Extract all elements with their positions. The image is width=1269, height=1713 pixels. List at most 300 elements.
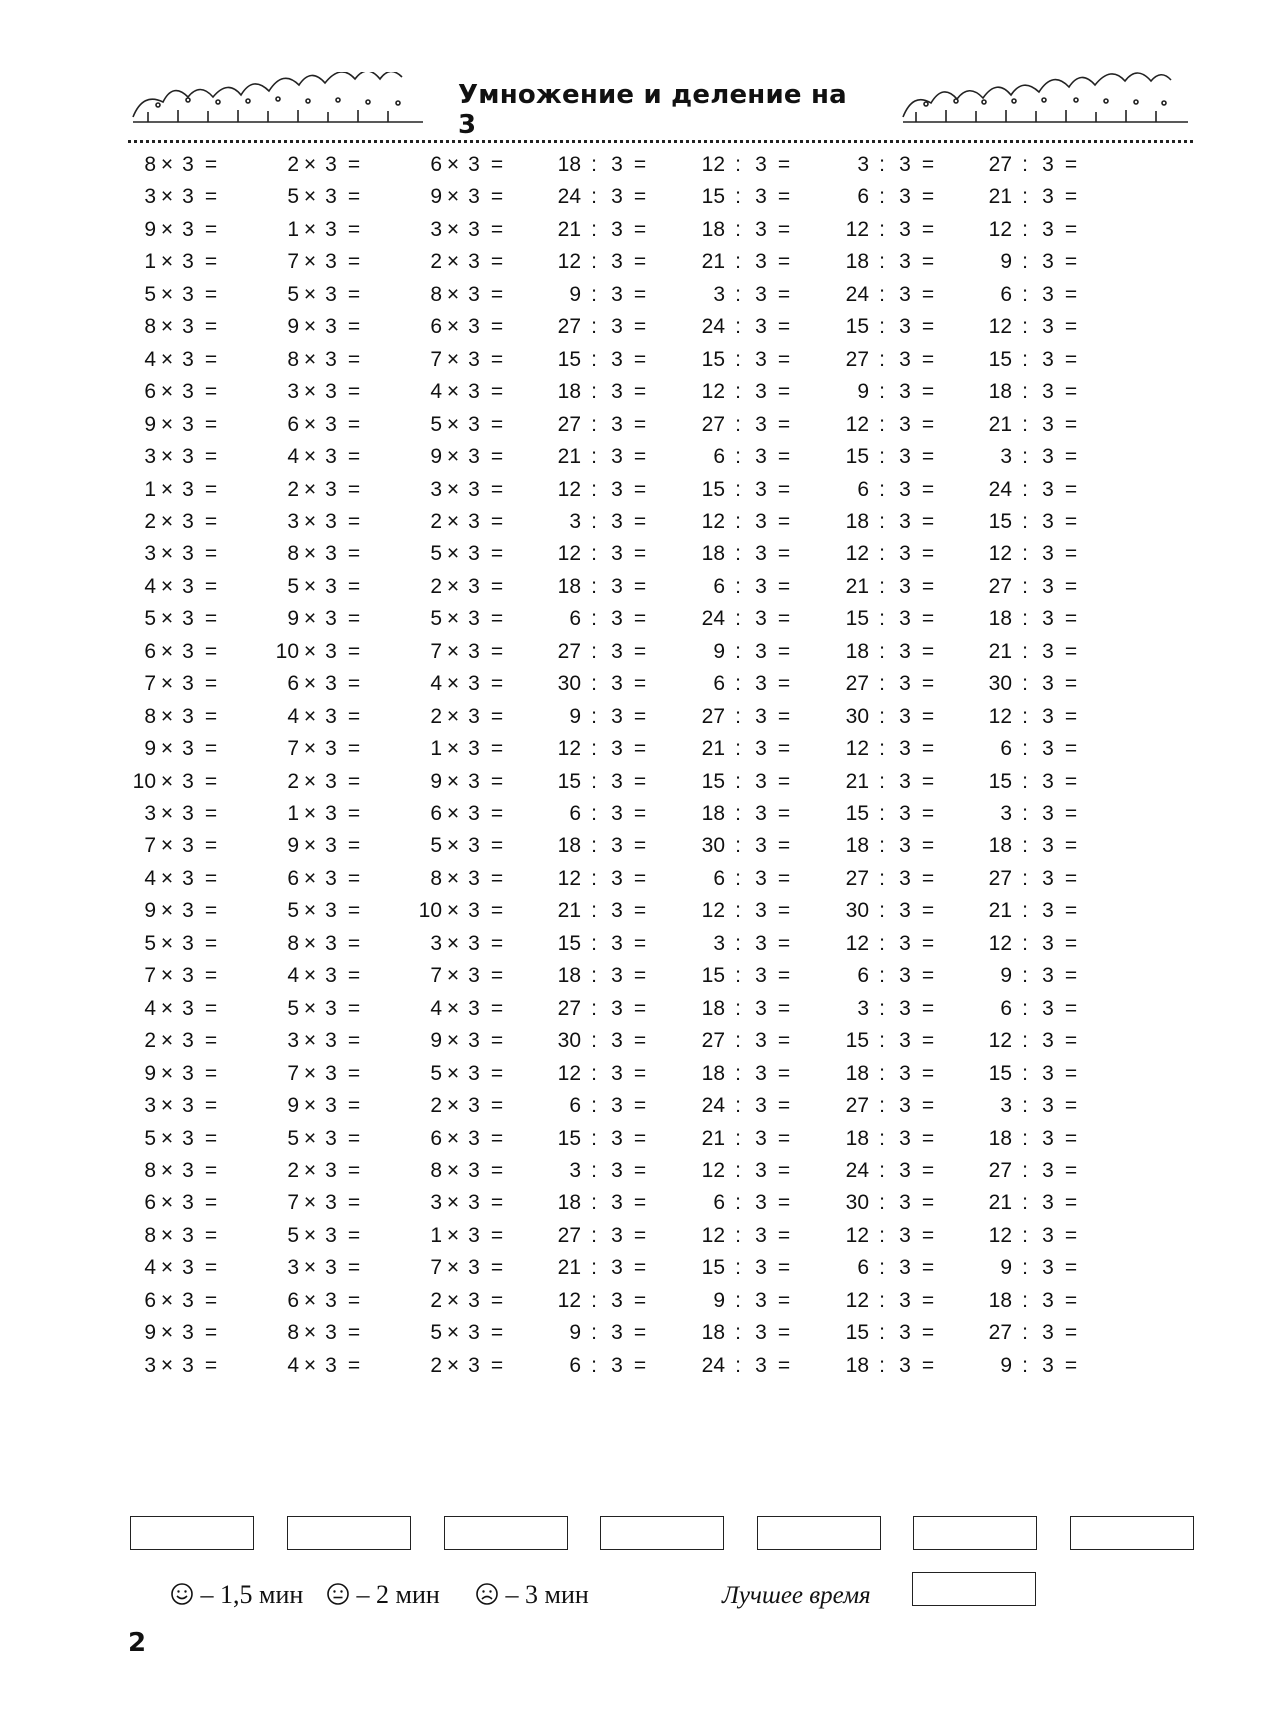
equals-sign: = bbox=[1064, 1256, 1078, 1280]
equals-sign: = bbox=[777, 1191, 791, 1215]
operator: : bbox=[1022, 1158, 1028, 1182]
operator: × bbox=[160, 412, 174, 436]
equals-sign: = bbox=[1064, 217, 1078, 241]
operand-a: 8 bbox=[144, 704, 156, 728]
operand-a: 3 bbox=[430, 931, 442, 955]
operand-a: 8 bbox=[287, 347, 299, 371]
operator: × bbox=[160, 542, 174, 566]
equals-sign: = bbox=[777, 1321, 791, 1345]
operator: × bbox=[303, 412, 317, 436]
operand-a: 24 bbox=[845, 282, 869, 306]
equals-sign: = bbox=[633, 1223, 647, 1247]
equals-sign: = bbox=[204, 1223, 218, 1247]
operator: × bbox=[303, 185, 317, 209]
equals-sign: = bbox=[633, 282, 647, 306]
equals-sign: = bbox=[633, 477, 647, 501]
operand-a: 7 bbox=[287, 1061, 299, 1085]
equals-sign: = bbox=[1064, 704, 1078, 728]
operator: × bbox=[446, 445, 460, 469]
equals-sign: = bbox=[347, 380, 361, 404]
exercise-item bbox=[128, 765, 224, 799]
equals-sign: = bbox=[490, 866, 504, 890]
operand-a: 10 bbox=[275, 639, 299, 663]
operand-b: 3 bbox=[468, 250, 480, 274]
operator: : bbox=[591, 899, 597, 923]
operator: : bbox=[591, 639, 597, 663]
operator: : bbox=[1022, 217, 1028, 241]
equals-sign: = bbox=[204, 996, 218, 1020]
exercise-item bbox=[271, 1089, 367, 1123]
operand-a: 3 bbox=[430, 1191, 442, 1215]
equals-sign: = bbox=[777, 866, 791, 890]
operand-a: 12 bbox=[845, 1223, 869, 1247]
operator: × bbox=[446, 866, 460, 890]
equals-sign: = bbox=[490, 1061, 504, 1085]
exercise-item bbox=[271, 667, 367, 701]
exercise-item bbox=[128, 278, 224, 312]
operand-a: 12 bbox=[557, 250, 581, 274]
operand-a: 3 bbox=[287, 1256, 299, 1280]
operand-a: 18 bbox=[557, 153, 581, 176]
operand-b: 3 bbox=[899, 769, 911, 793]
equals-sign: = bbox=[777, 899, 791, 923]
operand-b: 3 bbox=[899, 737, 911, 761]
exercise-item bbox=[547, 959, 653, 993]
equals-sign: = bbox=[633, 1256, 647, 1280]
operator: : bbox=[879, 769, 885, 793]
exercise-item bbox=[414, 1316, 510, 1350]
exercise-item bbox=[978, 180, 1084, 214]
operand-b: 3 bbox=[1042, 964, 1054, 988]
operator: × bbox=[303, 1191, 317, 1215]
operator: : bbox=[1022, 153, 1028, 176]
exercise-item bbox=[271, 537, 367, 571]
operand-b: 3 bbox=[325, 315, 337, 339]
operator: : bbox=[591, 672, 597, 696]
operator: × bbox=[160, 899, 174, 923]
operator: : bbox=[1022, 1223, 1028, 1247]
operator: × bbox=[160, 802, 174, 825]
operator: × bbox=[446, 834, 460, 858]
operand-b: 3 bbox=[899, 1321, 911, 1345]
exercise-item bbox=[128, 1089, 224, 1123]
operand-b: 3 bbox=[1042, 769, 1054, 793]
equals-sign: = bbox=[204, 477, 218, 501]
exercise-item bbox=[978, 700, 1084, 734]
operator: × bbox=[303, 834, 317, 858]
operator: : bbox=[735, 185, 741, 209]
equals-sign: = bbox=[921, 1126, 935, 1150]
equals-sign: = bbox=[347, 607, 361, 631]
exercise-item bbox=[547, 700, 653, 734]
exercise-item bbox=[978, 1057, 1084, 1091]
operator: : bbox=[1022, 347, 1028, 371]
operator: : bbox=[1022, 574, 1028, 598]
operand-a: 1 bbox=[144, 250, 156, 274]
operand-a: 9 bbox=[287, 834, 299, 858]
exercise-item bbox=[978, 505, 1084, 539]
operand-a: 7 bbox=[144, 672, 156, 696]
exercise-item bbox=[978, 602, 1084, 636]
operand-b: 3 bbox=[611, 153, 623, 176]
equals-sign: = bbox=[1064, 1191, 1078, 1215]
exercise-item bbox=[414, 537, 510, 571]
operator: : bbox=[879, 1126, 885, 1150]
operator: : bbox=[879, 380, 885, 404]
equals-sign: = bbox=[204, 380, 218, 404]
exercise-item bbox=[547, 1122, 653, 1156]
equals-sign: = bbox=[1064, 737, 1078, 761]
exercise-item bbox=[978, 245, 1084, 279]
exercise-item bbox=[128, 245, 224, 279]
operator: : bbox=[591, 1321, 597, 1345]
equals-sign: = bbox=[921, 282, 935, 306]
operand-a: 7 bbox=[430, 964, 442, 988]
exercise-item bbox=[271, 862, 367, 896]
exercise-item bbox=[691, 829, 797, 863]
exercise-item bbox=[414, 667, 510, 701]
equals-sign: = bbox=[921, 899, 935, 923]
operand-a: 5 bbox=[287, 282, 299, 306]
exercise-item bbox=[414, 927, 510, 961]
exercise-item bbox=[978, 894, 1084, 928]
exercise-item bbox=[835, 667, 941, 701]
best-time-box[interactable] bbox=[912, 1572, 1036, 1606]
equals-sign: = bbox=[490, 347, 504, 371]
operator: : bbox=[1022, 250, 1028, 274]
exercise-item bbox=[978, 570, 1084, 604]
operand-a: 2 bbox=[430, 250, 442, 274]
equals-sign: = bbox=[1064, 964, 1078, 988]
operator: × bbox=[446, 1353, 460, 1377]
operand-b: 3 bbox=[182, 347, 194, 371]
equals-sign: = bbox=[347, 1321, 361, 1345]
operator: : bbox=[1022, 185, 1028, 209]
operand-a: 18 bbox=[701, 802, 725, 825]
column-time-box[interactable] bbox=[757, 1516, 881, 1550]
exercise-item bbox=[547, 797, 653, 831]
operand-b: 3 bbox=[899, 1126, 911, 1150]
exercise-item bbox=[128, 829, 224, 863]
operator: : bbox=[879, 737, 885, 761]
operand-a: 6 bbox=[430, 1126, 442, 1150]
exercise-item bbox=[128, 1251, 224, 1285]
operand-b: 3 bbox=[755, 1158, 767, 1182]
operand-a: 7 bbox=[144, 964, 156, 988]
exercise-item bbox=[271, 927, 367, 961]
exercise-item bbox=[691, 1122, 797, 1156]
operand-a: 27 bbox=[557, 639, 581, 663]
operand-a: 15 bbox=[845, 607, 869, 631]
column-time-box[interactable] bbox=[913, 1516, 1037, 1550]
exercise-item bbox=[128, 1122, 224, 1156]
exercise-item bbox=[978, 343, 1084, 377]
operator: : bbox=[735, 899, 741, 923]
exercise-item bbox=[691, 148, 797, 182]
operand-b: 3 bbox=[468, 282, 480, 306]
equals-sign: = bbox=[777, 1256, 791, 1280]
operand-a: 30 bbox=[557, 672, 581, 696]
operator: : bbox=[735, 1126, 741, 1150]
equals-sign: = bbox=[633, 964, 647, 988]
operand-b: 3 bbox=[468, 412, 480, 436]
operator: : bbox=[1022, 737, 1028, 761]
operator: × bbox=[446, 477, 460, 501]
equals-sign: = bbox=[777, 607, 791, 631]
operand-a: 9 bbox=[713, 1288, 725, 1312]
operand-a: 9 bbox=[713, 639, 725, 663]
operator: × bbox=[160, 1191, 174, 1215]
operand-a: 3 bbox=[287, 509, 299, 533]
operator: × bbox=[160, 1256, 174, 1280]
equals-sign: = bbox=[347, 1158, 361, 1182]
operand-b: 3 bbox=[182, 639, 194, 663]
equals-sign: = bbox=[633, 445, 647, 469]
exercise-item bbox=[547, 375, 653, 409]
operator: : bbox=[1022, 1256, 1028, 1280]
operator: × bbox=[446, 704, 460, 728]
exercise-item bbox=[835, 245, 941, 279]
exercise-item bbox=[978, 862, 1084, 896]
operator: : bbox=[735, 672, 741, 696]
operand-b: 3 bbox=[755, 704, 767, 728]
exercise-item bbox=[691, 570, 797, 604]
operand-a: 3 bbox=[1000, 1094, 1012, 1118]
operand-a: 12 bbox=[845, 542, 869, 566]
operand-a: 6 bbox=[569, 607, 581, 631]
operand-a: 5 bbox=[287, 185, 299, 209]
exercise-item bbox=[414, 862, 510, 896]
operator: : bbox=[591, 964, 597, 988]
operand-a: 6 bbox=[430, 802, 442, 825]
operand-b: 3 bbox=[755, 153, 767, 176]
operator: × bbox=[446, 1029, 460, 1053]
operator: : bbox=[591, 607, 597, 631]
operand-a: 18 bbox=[988, 1288, 1012, 1312]
exercise-item bbox=[978, 1316, 1084, 1350]
column-time-box[interactable] bbox=[600, 1516, 724, 1550]
operand-a: 5 bbox=[430, 412, 442, 436]
operator: : bbox=[1022, 1353, 1028, 1377]
exercise-item bbox=[414, 635, 510, 669]
operand-b: 3 bbox=[325, 737, 337, 761]
operand-b: 3 bbox=[611, 315, 623, 339]
operator: : bbox=[591, 315, 597, 339]
operator: : bbox=[1022, 1321, 1028, 1345]
equals-sign: = bbox=[921, 639, 935, 663]
operator: × bbox=[446, 996, 460, 1020]
exercise-item bbox=[547, 570, 653, 604]
operator: : bbox=[1022, 542, 1028, 566]
exercise-item bbox=[271, 213, 367, 247]
equals-sign: = bbox=[1064, 380, 1078, 404]
operand-b: 3 bbox=[325, 282, 337, 306]
operator: : bbox=[591, 477, 597, 501]
equals-sign: = bbox=[347, 1126, 361, 1150]
equals-sign: = bbox=[1064, 639, 1078, 663]
operand-b: 3 bbox=[468, 1094, 480, 1118]
operand-b: 3 bbox=[899, 1191, 911, 1215]
operator: × bbox=[446, 380, 460, 404]
operand-a: 2 bbox=[430, 704, 442, 728]
operand-a: 3 bbox=[144, 1094, 156, 1118]
operand-a: 4 bbox=[144, 996, 156, 1020]
operator: : bbox=[591, 509, 597, 533]
operator: : bbox=[735, 737, 741, 761]
exercise-item bbox=[128, 797, 224, 831]
operand-a: 15 bbox=[701, 185, 725, 209]
operand-b: 3 bbox=[899, 1061, 911, 1085]
equals-sign: = bbox=[777, 769, 791, 793]
equals-sign: = bbox=[633, 704, 647, 728]
exercise-item bbox=[414, 1219, 510, 1253]
operand-a: 27 bbox=[988, 866, 1012, 890]
operand-a: 6 bbox=[713, 445, 725, 469]
operand-a: 2 bbox=[430, 1353, 442, 1377]
operator: : bbox=[591, 866, 597, 890]
operator: : bbox=[735, 250, 741, 274]
exercise-item bbox=[414, 959, 510, 993]
operand-a: 15 bbox=[988, 769, 1012, 793]
operand-a: 10 bbox=[418, 899, 442, 923]
operator: : bbox=[591, 445, 597, 469]
operand-b: 3 bbox=[611, 250, 623, 274]
operator: × bbox=[446, 282, 460, 306]
operand-b: 3 bbox=[325, 477, 337, 501]
operand-b: 3 bbox=[1042, 250, 1054, 274]
exercise-item bbox=[271, 1122, 367, 1156]
operator: : bbox=[1022, 931, 1028, 955]
operand-a: 21 bbox=[988, 412, 1012, 436]
operand-b: 3 bbox=[468, 866, 480, 890]
operator: : bbox=[879, 964, 885, 988]
operator: : bbox=[735, 704, 741, 728]
equals-sign: = bbox=[777, 704, 791, 728]
operand-b: 3 bbox=[899, 380, 911, 404]
operand-b: 3 bbox=[755, 639, 767, 663]
equals-sign: = bbox=[347, 282, 361, 306]
equals-sign: = bbox=[490, 250, 504, 274]
operator: : bbox=[879, 639, 885, 663]
operand-a: 8 bbox=[430, 866, 442, 890]
operand-b: 3 bbox=[899, 1223, 911, 1247]
operand-a: 8 bbox=[430, 282, 442, 306]
operand-b: 3 bbox=[325, 1061, 337, 1085]
operand-b: 3 bbox=[182, 737, 194, 761]
operator: × bbox=[446, 1061, 460, 1085]
equals-sign: = bbox=[204, 542, 218, 566]
operand-a: 8 bbox=[144, 1223, 156, 1247]
operand-b: 3 bbox=[182, 542, 194, 566]
exercise-item bbox=[128, 1024, 224, 1058]
equals-sign: = bbox=[204, 1353, 218, 1377]
operator: × bbox=[160, 672, 174, 696]
operand-a: 12 bbox=[988, 315, 1012, 339]
operand-b: 3 bbox=[325, 1158, 337, 1182]
column-time-box[interactable] bbox=[130, 1516, 254, 1550]
equals-sign: = bbox=[347, 347, 361, 371]
operand-b: 3 bbox=[468, 769, 480, 793]
operator: × bbox=[160, 380, 174, 404]
operator: × bbox=[160, 866, 174, 890]
operand-b: 3 bbox=[899, 1029, 911, 1053]
operand-b: 3 bbox=[325, 931, 337, 955]
operator: : bbox=[735, 217, 741, 241]
equals-sign: = bbox=[347, 802, 361, 825]
equals-sign: = bbox=[1064, 542, 1078, 566]
operator: : bbox=[879, 477, 885, 501]
exercise-item bbox=[691, 635, 797, 669]
operand-b: 3 bbox=[325, 1256, 337, 1280]
exercise-item bbox=[691, 343, 797, 377]
operand-b: 3 bbox=[611, 574, 623, 598]
operand-a: 6 bbox=[569, 1353, 581, 1377]
exercise-item bbox=[835, 1219, 941, 1253]
operator: : bbox=[1022, 834, 1028, 858]
column-time-box[interactable] bbox=[1070, 1516, 1194, 1550]
exercise-item bbox=[271, 375, 367, 409]
operand-a: 12 bbox=[557, 1061, 581, 1085]
equals-sign: = bbox=[347, 1191, 361, 1215]
equals-sign: = bbox=[204, 1061, 218, 1085]
exercise-item bbox=[547, 180, 653, 214]
exercise-item bbox=[691, 927, 797, 961]
operator: : bbox=[879, 866, 885, 890]
operand-b: 3 bbox=[611, 1256, 623, 1280]
equals-sign: = bbox=[490, 1321, 504, 1345]
equals-sign: = bbox=[204, 672, 218, 696]
column-time-box[interactable] bbox=[287, 1516, 411, 1550]
operand-b: 3 bbox=[182, 1256, 194, 1280]
operator: × bbox=[446, 672, 460, 696]
operand-a: 6 bbox=[430, 315, 442, 339]
operand-a: 30 bbox=[845, 899, 869, 923]
operator: : bbox=[879, 996, 885, 1020]
operand-b: 3 bbox=[468, 1191, 480, 1215]
operator: : bbox=[879, 1353, 885, 1377]
exercise-item bbox=[978, 992, 1084, 1026]
equals-sign: = bbox=[777, 1158, 791, 1182]
operand-a: 18 bbox=[557, 1191, 581, 1215]
operand-a: 21 bbox=[845, 769, 869, 793]
equals-sign: = bbox=[777, 639, 791, 663]
operand-b: 3 bbox=[325, 574, 337, 598]
operand-a: 27 bbox=[557, 996, 581, 1020]
exercise-item bbox=[414, 765, 510, 799]
operand-b: 3 bbox=[325, 1321, 337, 1345]
operator: × bbox=[160, 217, 174, 241]
operand-a: 21 bbox=[701, 737, 725, 761]
exercise-item bbox=[835, 1349, 941, 1383]
operator: × bbox=[303, 607, 317, 631]
operand-b: 3 bbox=[325, 185, 337, 209]
operand-b: 3 bbox=[325, 542, 337, 566]
exercise-item bbox=[547, 408, 653, 442]
operand-b: 3 bbox=[1042, 347, 1054, 371]
operand-b: 3 bbox=[755, 1288, 767, 1312]
operand-a: 8 bbox=[287, 1321, 299, 1345]
equals-sign: = bbox=[204, 1094, 218, 1118]
exercise-item bbox=[835, 602, 941, 636]
exercise-item bbox=[835, 408, 941, 442]
column-time-box[interactable] bbox=[444, 1516, 568, 1550]
operand-a: 15 bbox=[845, 1029, 869, 1053]
operand-b: 3 bbox=[468, 217, 480, 241]
equals-sign: = bbox=[347, 250, 361, 274]
operand-a: 9 bbox=[144, 737, 156, 761]
exercise-item bbox=[835, 1122, 941, 1156]
equals-sign: = bbox=[777, 185, 791, 209]
